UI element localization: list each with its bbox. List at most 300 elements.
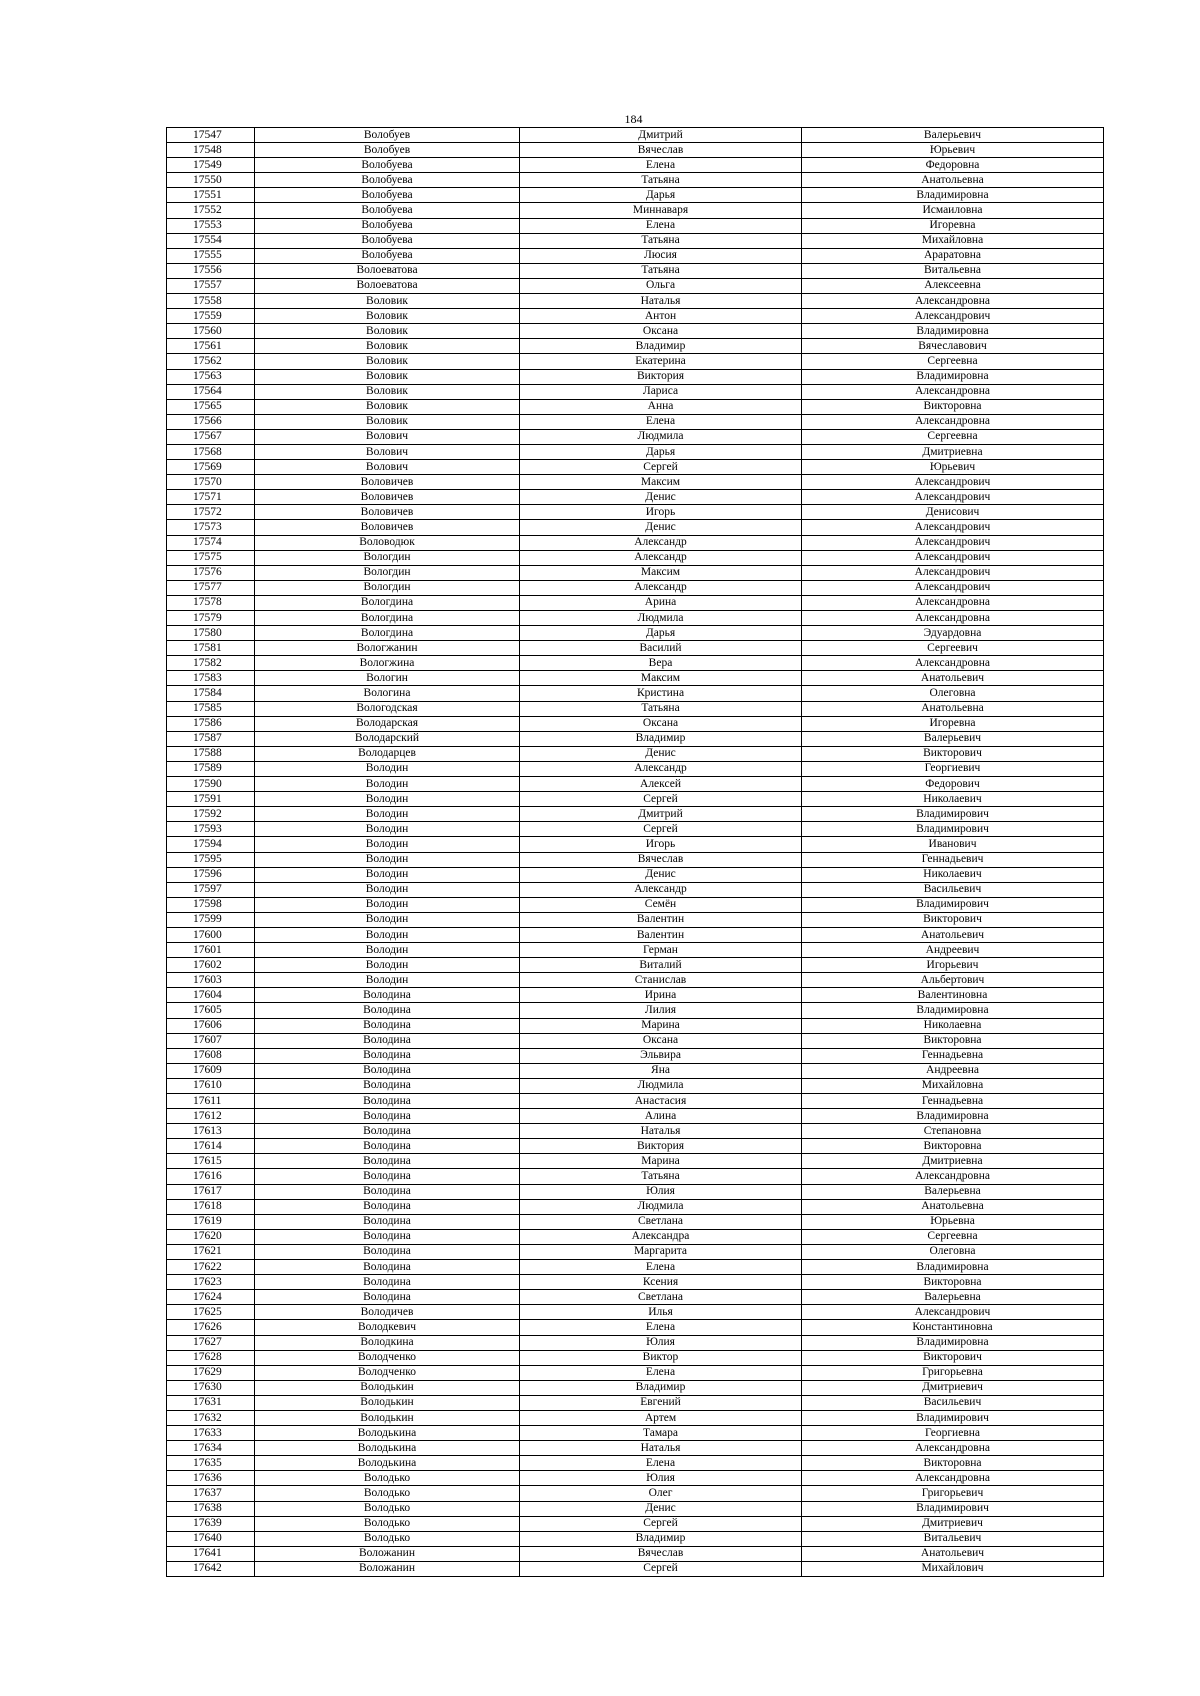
page-number: 184: [624, 112, 643, 126]
patronymic-cell: Геннадьевна: [802, 1048, 1104, 1063]
table-row: [167, 278, 1104, 293]
record-number-cell: 17564: [167, 384, 255, 399]
record-number-cell: 17637: [167, 1486, 255, 1501]
table-row: [167, 1395, 1104, 1410]
patronymic-cell: Анатольевна: [802, 1199, 1104, 1214]
last-name-cell: Володина: [255, 1078, 520, 1093]
last-name-cell: Волович: [255, 429, 520, 444]
table-row: [167, 1335, 1104, 1350]
patronymic-cell: Юрьевич: [802, 143, 1104, 158]
record-number-cell: 17585: [167, 701, 255, 716]
patronymic-cell: Анатольевна: [802, 701, 1104, 716]
record-number-cell: 17548: [167, 143, 255, 158]
first-name-cell: Татьяна: [520, 173, 802, 188]
table-row: [167, 233, 1104, 248]
last-name-cell: Вологдина: [255, 595, 520, 610]
last-name-cell: Володина: [255, 1003, 520, 1018]
record-number-cell: 17584: [167, 686, 255, 701]
first-name-cell: Оксана: [520, 1033, 802, 1048]
last-name-cell: Володичев: [255, 1305, 520, 1320]
record-number-cell: 17556: [167, 263, 255, 278]
first-name-cell: Дарья: [520, 444, 802, 459]
last-name-cell: Володин: [255, 867, 520, 882]
table-row: [167, 369, 1104, 384]
patronymic-cell: Юрьевна: [802, 1214, 1104, 1229]
patronymic-cell: Владимирович: [802, 807, 1104, 822]
last-name-cell: Волобуев: [255, 143, 520, 158]
last-name-cell: Володин: [255, 882, 520, 897]
table-row: [167, 1244, 1104, 1259]
patronymic-cell: Валерьевна: [802, 1184, 1104, 1199]
patronymic-cell: Викторович: [802, 912, 1104, 927]
first-name-cell: Наталья: [520, 1124, 802, 1139]
record-number-cell: 17549: [167, 158, 255, 173]
table-row: [167, 1078, 1104, 1093]
first-name-cell: Максим: [520, 671, 802, 686]
first-name-cell: Александр: [520, 550, 802, 565]
record-number-cell: 17606: [167, 1018, 255, 1033]
table-row: [167, 384, 1104, 399]
registry-body: [167, 128, 1104, 1577]
record-number-cell: 17602: [167, 958, 255, 973]
record-number-cell: 17554: [167, 233, 255, 248]
last-name-cell: Володин: [255, 822, 520, 837]
table-row: [167, 897, 1104, 912]
last-name-cell: Воловик: [255, 339, 520, 354]
last-name-cell: Володина: [255, 1018, 520, 1033]
table-row: [167, 309, 1104, 324]
first-name-cell: Игорь: [520, 837, 802, 852]
table-row: [167, 429, 1104, 444]
patronymic-cell: Викторовна: [802, 1456, 1104, 1471]
first-name-cell: Александра: [520, 1229, 802, 1244]
record-number-cell: 17627: [167, 1335, 255, 1350]
patronymic-cell: Николаевич: [802, 867, 1104, 882]
last-name-cell: Вологдин: [255, 580, 520, 595]
last-name-cell: Волович: [255, 444, 520, 459]
table-row: [167, 580, 1104, 595]
first-name-cell: Наталья: [520, 294, 802, 309]
first-name-cell: Елена: [520, 218, 802, 233]
last-name-cell: Володькин: [255, 1395, 520, 1410]
record-number-cell: 17569: [167, 460, 255, 475]
patronymic-cell: Владимировна: [802, 1109, 1104, 1124]
first-name-cell: Тамара: [520, 1426, 802, 1441]
first-name-cell: Оксана: [520, 716, 802, 731]
record-number-cell: 17596: [167, 867, 255, 882]
first-name-cell: Оксана: [520, 324, 802, 339]
first-name-cell: Денис: [520, 490, 802, 505]
patronymic-cell: Александрович: [802, 520, 1104, 535]
first-name-cell: Татьяна: [520, 233, 802, 248]
last-name-cell: Володин: [255, 973, 520, 988]
first-name-cell: Владимир: [520, 731, 802, 746]
patronymic-cell: Александрович: [802, 490, 1104, 505]
record-number-cell: 17593: [167, 822, 255, 837]
patronymic-cell: Сергеевна: [802, 1229, 1104, 1244]
first-name-cell: Дарья: [520, 188, 802, 203]
first-name-cell: Семён: [520, 897, 802, 912]
record-number-cell: 17615: [167, 1154, 255, 1169]
first-name-cell: Марина: [520, 1018, 802, 1033]
first-name-cell: Татьяна: [520, 1169, 802, 1184]
last-name-cell: Володина: [255, 1244, 520, 1259]
first-name-cell: Василий: [520, 641, 802, 656]
record-number-cell: 17636: [167, 1471, 255, 1486]
table-row: [167, 444, 1104, 459]
last-name-cell: Володин: [255, 852, 520, 867]
last-name-cell: Володин: [255, 792, 520, 807]
table-row: [167, 595, 1104, 610]
last-name-cell: Воловодюк: [255, 535, 520, 550]
record-number-cell: 17619: [167, 1214, 255, 1229]
patronymic-cell: Олеговна: [802, 1244, 1104, 1259]
last-name-cell: Воловик: [255, 294, 520, 309]
record-number-cell: 17590: [167, 777, 255, 792]
table-row: [167, 1350, 1104, 1365]
table-row: [167, 1229, 1104, 1244]
last-name-cell: Вологжанин: [255, 641, 520, 656]
patronymic-cell: Игоревна: [802, 218, 1104, 233]
first-name-cell: Виктория: [520, 1139, 802, 1154]
table-row: [167, 1305, 1104, 1320]
patronymic-cell: Сергеевна: [802, 354, 1104, 369]
last-name-cell: Воловик: [255, 354, 520, 369]
record-number-cell: 17628: [167, 1350, 255, 1365]
table-row: [167, 1441, 1104, 1456]
first-name-cell: Евгений: [520, 1395, 802, 1410]
patronymic-cell: Валерьевич: [802, 128, 1104, 143]
table-row: [167, 1033, 1104, 1048]
record-number-cell: 17608: [167, 1048, 255, 1063]
table-row: [167, 1003, 1104, 1018]
table-row: [167, 414, 1104, 429]
table-row: [167, 943, 1104, 958]
first-name-cell: Юлия: [520, 1471, 802, 1486]
last-name-cell: Володина: [255, 1199, 520, 1214]
last-name-cell: Володкина: [255, 1335, 520, 1350]
patronymic-cell: Александрович: [802, 550, 1104, 565]
record-number-cell: 17587: [167, 731, 255, 746]
record-number-cell: 17623: [167, 1275, 255, 1290]
first-name-cell: Людмила: [520, 1199, 802, 1214]
record-number-cell: 17561: [167, 339, 255, 354]
last-name-cell: Воловичев: [255, 490, 520, 505]
first-name-cell: Дмитрий: [520, 128, 802, 143]
first-name-cell: Сергей: [520, 822, 802, 837]
last-name-cell: Вологжина: [255, 656, 520, 671]
record-number-cell: 17605: [167, 1003, 255, 1018]
last-name-cell: Володькина: [255, 1441, 520, 1456]
table-row: [167, 1320, 1104, 1335]
table-row: [167, 399, 1104, 414]
patronymic-cell: Владимирович: [802, 1410, 1104, 1425]
patronymic-cell: Григорьевич: [802, 1486, 1104, 1501]
table-row: [167, 158, 1104, 173]
table-row: [167, 1516, 1104, 1531]
record-number-cell: 17557: [167, 278, 255, 293]
patronymic-cell: Александрович: [802, 1305, 1104, 1320]
record-number-cell: 17547: [167, 128, 255, 143]
last-name-cell: Володина: [255, 1214, 520, 1229]
table-row: [167, 1486, 1104, 1501]
table-row: [167, 1214, 1104, 1229]
first-name-cell: Валентин: [520, 927, 802, 942]
record-number-cell: 17634: [167, 1441, 255, 1456]
first-name-cell: Илья: [520, 1305, 802, 1320]
last-name-cell: Воловичев: [255, 505, 520, 520]
table-row: [167, 1471, 1104, 1486]
last-name-cell: Воловичев: [255, 520, 520, 535]
last-name-cell: Вологдин: [255, 550, 520, 565]
table-row: [167, 1426, 1104, 1441]
last-name-cell: Вологодская: [255, 701, 520, 716]
record-number-cell: 17639: [167, 1516, 255, 1531]
table-row: [167, 1154, 1104, 1169]
patronymic-cell: Дмитриевич: [802, 1516, 1104, 1531]
record-number-cell: 17576: [167, 565, 255, 580]
patronymic-cell: Анатольевич: [802, 1546, 1104, 1561]
first-name-cell: Герман: [520, 943, 802, 958]
table-row: [167, 1531, 1104, 1546]
record-number-cell: 17560: [167, 324, 255, 339]
record-number-cell: 17622: [167, 1260, 255, 1275]
patronymic-cell: Георгиевна: [802, 1426, 1104, 1441]
patronymic-cell: Александрович: [802, 309, 1104, 324]
record-number-cell: 17607: [167, 1033, 255, 1048]
patronymic-cell: Валерьевич: [802, 731, 1104, 746]
first-name-cell: Людмила: [520, 611, 802, 626]
table-row: [167, 882, 1104, 897]
patronymic-cell: Владимирович: [802, 822, 1104, 837]
table-row: [167, 1275, 1104, 1290]
table-row: [167, 550, 1104, 565]
record-number-cell: 17578: [167, 595, 255, 610]
table-row: [167, 1169, 1104, 1184]
table-row: [167, 203, 1104, 218]
record-number-cell: 17579: [167, 611, 255, 626]
table-row: [167, 807, 1104, 822]
last-name-cell: Вологдина: [255, 611, 520, 626]
patronymic-cell: Вячеславович: [802, 339, 1104, 354]
last-name-cell: Володько: [255, 1486, 520, 1501]
first-name-cell: Олег: [520, 1486, 802, 1501]
last-name-cell: Володина: [255, 1275, 520, 1290]
patronymic-cell: Александрович: [802, 535, 1104, 550]
patronymic-cell: Анатольевна: [802, 173, 1104, 188]
first-name-cell: Яна: [520, 1063, 802, 1078]
record-number-cell: 17577: [167, 580, 255, 595]
record-number-cell: 17553: [167, 218, 255, 233]
record-number-cell: 17591: [167, 792, 255, 807]
record-number-cell: 17575: [167, 550, 255, 565]
record-number-cell: 17550: [167, 173, 255, 188]
record-number-cell: 17594: [167, 837, 255, 852]
table-row: [167, 294, 1104, 309]
first-name-cell: Дмитрий: [520, 807, 802, 822]
table-row: [167, 852, 1104, 867]
table-row: [167, 671, 1104, 686]
patronymic-cell: Владимирович: [802, 897, 1104, 912]
first-name-cell: Артем: [520, 1410, 802, 1425]
first-name-cell: Вячеслав: [520, 143, 802, 158]
table-row: [167, 731, 1104, 746]
record-number-cell: 17558: [167, 294, 255, 309]
first-name-cell: Владимир: [520, 1531, 802, 1546]
last-name-cell: Волоеватова: [255, 278, 520, 293]
record-number-cell: 17592: [167, 807, 255, 822]
table-row: [167, 1410, 1104, 1425]
table-row: [167, 761, 1104, 776]
patronymic-cell: Александровна: [802, 1169, 1104, 1184]
first-name-cell: Алексей: [520, 777, 802, 792]
patronymic-cell: Александрович: [802, 565, 1104, 580]
last-name-cell: Володькина: [255, 1456, 520, 1471]
record-number-cell: 17629: [167, 1365, 255, 1380]
table-row: [167, 988, 1104, 1003]
table-row: [167, 535, 1104, 550]
table-row: [167, 1063, 1104, 1078]
patronymic-cell: Дмитриевна: [802, 1154, 1104, 1169]
patronymic-cell: Геннадьевич: [802, 852, 1104, 867]
record-number-cell: 17632: [167, 1410, 255, 1425]
record-number-cell: 17631: [167, 1395, 255, 1410]
patronymic-cell: Витальевна: [802, 263, 1104, 278]
record-number-cell: 17559: [167, 309, 255, 324]
record-number-cell: 17599: [167, 912, 255, 927]
last-name-cell: Володькина: [255, 1426, 520, 1441]
first-name-cell: Ирина: [520, 988, 802, 1003]
last-name-cell: Вологдина: [255, 626, 520, 641]
first-name-cell: Елена: [520, 1320, 802, 1335]
first-name-cell: Лариса: [520, 384, 802, 399]
last-name-cell: Володина: [255, 1154, 520, 1169]
first-name-cell: Марина: [520, 1154, 802, 1169]
patronymic-cell: Александровна: [802, 1441, 1104, 1456]
first-name-cell: Валентин: [520, 912, 802, 927]
first-name-cell: Сергей: [520, 460, 802, 475]
patronymic-cell: Игорьевич: [802, 958, 1104, 973]
registry-table: [166, 127, 1104, 1577]
last-name-cell: Володин: [255, 897, 520, 912]
patronymic-cell: Александровна: [802, 656, 1104, 671]
patronymic-cell: Юрьевич: [802, 460, 1104, 475]
first-name-cell: Анна: [520, 399, 802, 414]
record-number-cell: 17552: [167, 203, 255, 218]
patronymic-cell: Владимировна: [802, 188, 1104, 203]
record-number-cell: 17640: [167, 1531, 255, 1546]
table-row: [167, 837, 1104, 852]
table-row: [167, 354, 1104, 369]
record-number-cell: 17642: [167, 1561, 255, 1576]
patronymic-cell: Владимировна: [802, 369, 1104, 384]
table-row: [167, 324, 1104, 339]
patronymic-cell: Сергеевна: [802, 429, 1104, 444]
first-name-cell: Елена: [520, 1260, 802, 1275]
last-name-cell: Володин: [255, 958, 520, 973]
last-name-cell: Володина: [255, 1169, 520, 1184]
first-name-cell: Кристина: [520, 686, 802, 701]
record-number-cell: 17570: [167, 475, 255, 490]
table-row: [167, 218, 1104, 233]
first-name-cell: Вера: [520, 656, 802, 671]
record-number-cell: 17609: [167, 1063, 255, 1078]
first-name-cell: Арина: [520, 595, 802, 610]
patronymic-cell: Валерьевна: [802, 1290, 1104, 1305]
last-name-cell: Володин: [255, 807, 520, 822]
table-row: [167, 867, 1104, 882]
last-name-cell: Воловик: [255, 369, 520, 384]
last-name-cell: Волоеватова: [255, 263, 520, 278]
patronymic-cell: Михайлович: [802, 1561, 1104, 1576]
first-name-cell: Сергей: [520, 1561, 802, 1576]
record-number-cell: 17598: [167, 897, 255, 912]
patronymic-cell: Владимировна: [802, 1335, 1104, 1350]
record-number-cell: 17586: [167, 716, 255, 731]
table-row: [167, 958, 1104, 973]
patronymic-cell: Андреевна: [802, 1063, 1104, 1078]
first-name-cell: Миннаваря: [520, 203, 802, 218]
last-name-cell: Воловичев: [255, 475, 520, 490]
record-number-cell: 17573: [167, 520, 255, 535]
last-name-cell: Володарская: [255, 716, 520, 731]
table-row: [167, 1561, 1104, 1576]
patronymic-cell: Михайловна: [802, 233, 1104, 248]
last-name-cell: Волобуева: [255, 203, 520, 218]
patronymic-cell: Денисович: [802, 505, 1104, 520]
record-number-cell: 17582: [167, 656, 255, 671]
record-number-cell: 17588: [167, 746, 255, 761]
table-row: [167, 716, 1104, 731]
record-number-cell: 17617: [167, 1184, 255, 1199]
last-name-cell: Волобуев: [255, 128, 520, 143]
last-name-cell: Володченко: [255, 1350, 520, 1365]
record-number-cell: 17618: [167, 1199, 255, 1214]
first-name-cell: Елена: [520, 158, 802, 173]
record-number-cell: 17603: [167, 973, 255, 988]
last-name-cell: Володина: [255, 1139, 520, 1154]
last-name-cell: Волобуева: [255, 188, 520, 203]
table-row: [167, 505, 1104, 520]
first-name-cell: Денис: [520, 867, 802, 882]
last-name-cell: Володькин: [255, 1380, 520, 1395]
last-name-cell: Володина: [255, 1048, 520, 1063]
last-name-cell: Воловик: [255, 384, 520, 399]
patronymic-cell: Владимировна: [802, 324, 1104, 339]
last-name-cell: Волобуева: [255, 233, 520, 248]
last-name-cell: Воложанин: [255, 1561, 520, 1576]
patronymic-cell: Иванович: [802, 837, 1104, 852]
last-name-cell: Володин: [255, 761, 520, 776]
first-name-cell: Эльвира: [520, 1048, 802, 1063]
record-number-cell: 17581: [167, 641, 255, 656]
record-number-cell: 17635: [167, 1456, 255, 1471]
first-name-cell: Денис: [520, 1501, 802, 1516]
first-name-cell: Юлия: [520, 1184, 802, 1199]
first-name-cell: Анастасия: [520, 1094, 802, 1109]
patronymic-cell: Викторовна: [802, 1139, 1104, 1154]
patronymic-cell: Витальевич: [802, 1531, 1104, 1546]
patronymic-cell: Валентиновна: [802, 988, 1104, 1003]
last-name-cell: Володина: [255, 1229, 520, 1244]
table-row: [167, 1501, 1104, 1516]
record-number-cell: 17620: [167, 1229, 255, 1244]
patronymic-cell: Алексеевна: [802, 278, 1104, 293]
table-row: [167, 173, 1104, 188]
last-name-cell: Володина: [255, 1260, 520, 1275]
last-name-cell: Володько: [255, 1501, 520, 1516]
record-number-cell: 17563: [167, 369, 255, 384]
